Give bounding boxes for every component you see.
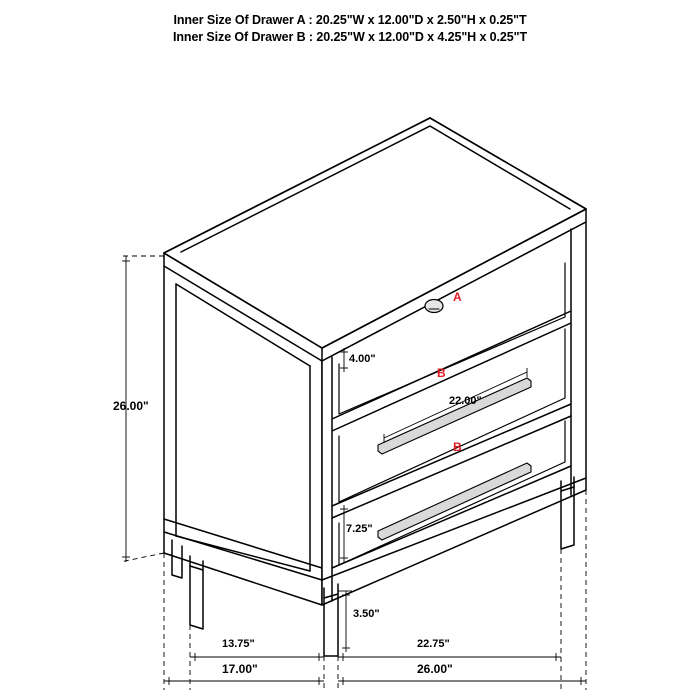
callout-drawer-b-lower: B: [453, 440, 462, 454]
dimension-drawer-width: 22.00": [449, 395, 482, 407]
dimension-width-total: 26.00": [417, 662, 453, 676]
dimension-width-front: 22.75": [417, 638, 450, 650]
dimension-height-total: 26.00": [113, 399, 149, 413]
drawer-a-inner-size-text: Inner Size Of Drawer A : 20.25"W x 12.00"D x 2.50"H x 0.25"T: [173, 13, 527, 27]
dimension-drawer-a-height: 4.00": [349, 353, 376, 365]
drawer-a-knob: [425, 300, 443, 313]
callout-drawer-b-upper: B: [437, 366, 446, 380]
dimension-depth-front: 13.75": [222, 638, 255, 650]
drawer-b-inner-size-text: Inner Size Of Drawer B : 20.25"W x 12.00"D x 4.25"H x 0.25"T: [173, 30, 527, 44]
dimension-drawer-b-height: 7.25": [346, 523, 373, 535]
dimension-leg-height: 3.50": [353, 608, 380, 620]
callout-drawer-a: A: [453, 290, 462, 304]
dimension-depth-total: 17.00": [222, 662, 258, 676]
